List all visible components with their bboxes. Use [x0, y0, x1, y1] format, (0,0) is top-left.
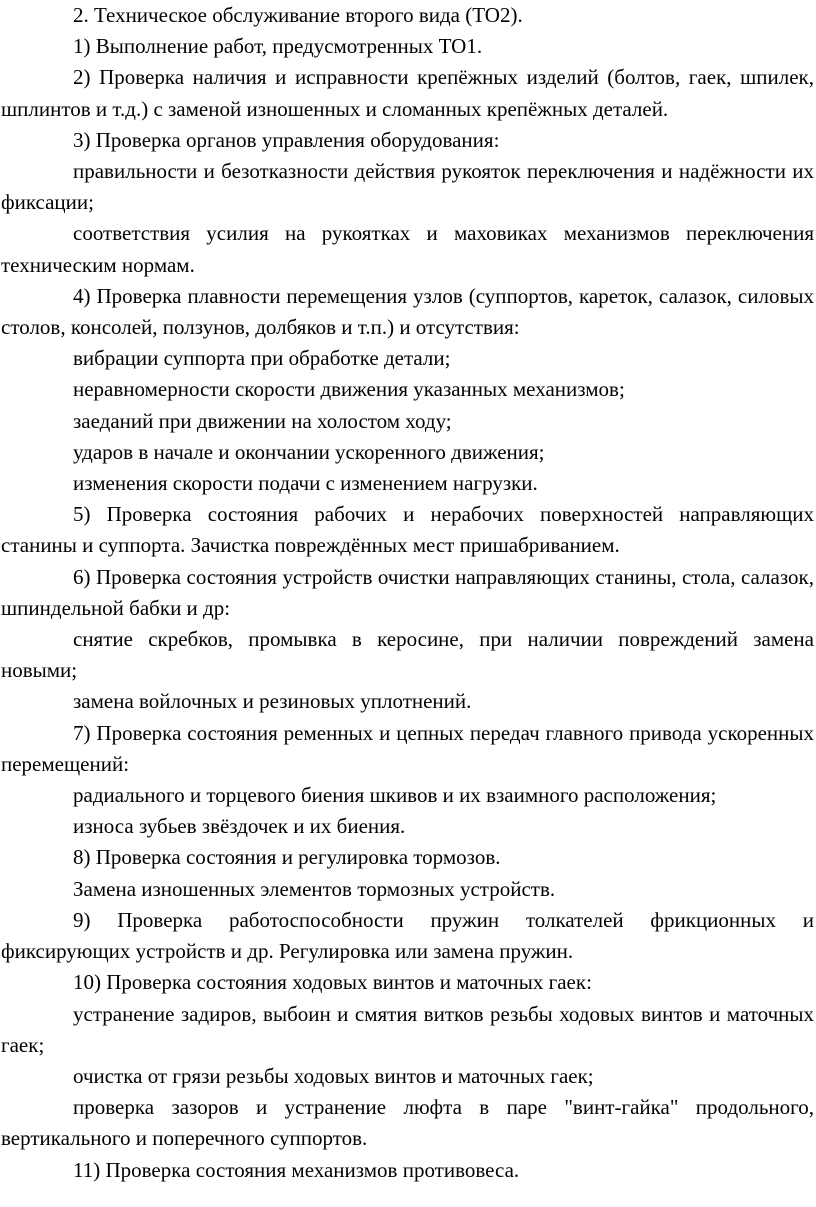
paragraph: 8) Проверка состояния и регулировка тормозов. [73, 845, 501, 870]
paragraph: 11) Проверка состояния механизмов противовеса. [73, 1157, 520, 1182]
paragraph: правильности и безотказности действия рукояток переключения и надёжности их фиксации; [1, 159, 814, 215]
paragraph: износа зубьев звёздочек и их биения. [73, 814, 406, 839]
paragraph: снятие скребков, промывка в керосине, при наличии повреждений замена новыми; [1, 627, 814, 683]
paragraph: 6) Проверка состояния устройств очистки направляющих станины, стола, салазок, шпиндельной бабки и др: [1, 564, 814, 620]
paragraph: очистка от грязи резьбы ходовых винтов и маточных гаек; [73, 1063, 594, 1088]
paragraph: изменения скорости подачи с изменением нагрузки. [73, 471, 538, 496]
paragraph: радиального и торцевого биения шкивов и их взаимного расположения; [73, 783, 717, 808]
paragraph: 1) Выполнение работ, предусмотренных ТО1. [73, 34, 483, 59]
paragraph: 10) Проверка состояния ходовых винтов и маточных гаек: [73, 970, 592, 995]
paragraph: Замена изношенных элементов тормозных устройств. [73, 876, 556, 901]
paragraph: заеданий при движении на холостом ходу; [73, 408, 452, 433]
paragraph: вибрации суппорта при обработке детали; [73, 346, 451, 371]
paragraph: 2) Проверка наличия и исправности крепёжных изделий (болтов, гаек, шпилек, шплинтов и т.д.) с заменой изношенных и сломанных крепёжных деталей. [1, 65, 814, 121]
paragraph: устранение задиров, выбоин и смятия витков резьбы ходовых винтов и маточных гаек; [1, 1001, 814, 1057]
paragraph: 4) Проверка плавности перемещения узлов (суппортов, кареток, салазок, силовых столов, консолей, ползунов, долбяков и т.п.) и отсутствия: [1, 283, 814, 340]
paragraph: проверка зазоров и устранение люфта в паре "винт-гайка" продольного, вертикального и поперечного суппортов. [1, 1095, 814, 1151]
paragraph: 7) Проверка состояния ременных и цепных передач главного привода ускоренных перемещений: [1, 720, 814, 776]
paragraph: 9) Проверка работоспособности пружин толкателей фрикционных и фиксирующих устройств и др. Регулировка или замена пружин. [1, 907, 814, 964]
paragraph: соответствия усилия на рукоятках и маховиках механизмов переключения техническим нормам. [1, 221, 814, 277]
paragraph: замена войлочных и резиновых уплотнений. [73, 689, 472, 714]
paragraph: 3) Проверка органов управления оборудования: [73, 127, 500, 152]
paragraph: 5) Проверка состояния рабочих и нерабочих поверхностей направляющих станины и суппорта. Зачистка повреждённых мест пришабриванием. [1, 502, 814, 558]
paragraph: ударов в начале и окончании ускоренного движения; [73, 439, 545, 464]
section-heading: 2. Техническое обслуживание второго вида (ТО2). [73, 3, 523, 27]
paragraph: неравномерности скорости движения указанных механизмов; [73, 377, 625, 402]
